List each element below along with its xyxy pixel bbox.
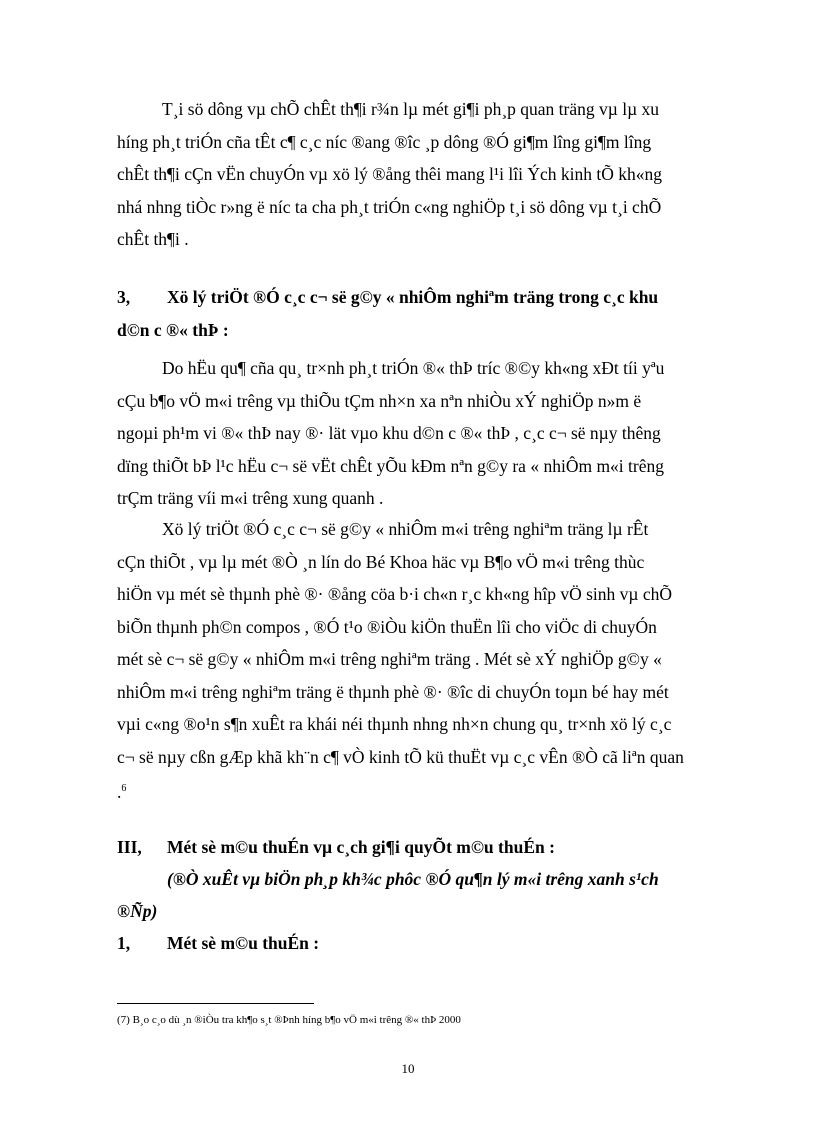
footnote [117,1014,461,1026]
section-heading-3-line1: Xö lý triÖt ®Ó c¸c c¬ së g©y « nhiÔm nghiªm träng trong c¸c khu [167,287,659,307]
paragraph-urban-history [117,352,739,515]
section-heading-3-line2: d©n c ®« thÞ : [117,320,229,340]
text-line: híng ph¸t triÓn cña tÊt c¶ c¸c níc ®ang ®îc ¸p dông ®Ó gi¶m lîng gi¶m lîng [117,131,652,152]
section-subtitle-line2: ®Ñp) [117,901,158,921]
text-line: Do hËu qu¶ cña qu¸ tr×nh ph¸t triÓn ®« thÞ tríc ®©y kh«ng xÐt tíi yªu [162,358,665,378]
text-line [117,773,739,808]
text-line: Xö lý triÖt ®Ó c¸c c¬ së g©y « nhiÔm m«i trêng nghiªm träng lµ rÊt [162,519,649,539]
text-line: nhá nhng tiÒc r»ng ë níc ta cha ph¸t triÓn c«ng nghiÖp t¸i sö dông vµ t¸i chÕ [117,196,662,217]
text-line: cÇu b¶o vÖ m«i trêng vµ thiÕu tÇm nh×n xa nªn nhiÒu xÝ nghiÖp n»m ë [117,390,642,411]
page-number: 10 [401,1061,415,1076]
text-line: chÊt th¶i . [117,229,189,249]
text-line: cÇn thiÕt , vµ lµ mét ®Ò ¸n lín do Bé Khoa häc vµ B¶o vÖ m«i trêng thùc [117,551,645,572]
section-subtitle-line1: (®Ò xuÊt vµ biÖn ph¸p kh¾c phôc ®Ó qu¶n lý m«i trêng xanh s¹ch [167,869,659,889]
text-line: dïng thiÕt bÞ l¹c hËu c¬ së vËt chÊt yÕu kÐm nªn g©y ra « nhiÔm m«i trêng [117,455,664,476]
text-line: hiÖn vµ mét sè thµnh phè ®· ®ång cöa b·i ch«n r¸c kh«ng hîp vÖ sinh vµ chÕ [117,584,673,604]
subsection-heading-1-title: Mét sè m©u thuÉn : [167,933,320,953]
text-line: vµi c«ng ®o¹n s¶n xuÊt ra khái néi thµnh nhng nh×n chung qu¸ tr×nh xö lý c¸c [117,714,672,734]
footnote-text: B¸o c¸o dù ¸n ®iÒu tra kh¶o s¸t ®Þnh híng b¶o vÖ m«i trêng ®« thÞ 2000 [132,1014,461,1026]
subsection-heading-1-number: 1, [117,933,131,953]
text-line: mét sè c¬ së g©y « nhiÔm m«i trêng nghiªm träng . Mét sè xÝ nghiÖp g©y « [117,649,662,669]
footnote-reference: 6 [121,783,127,794]
text-line: nhiÔm m«i trêng nghiªm träng ë thµnh phè ®· ®îc di chuyÓn toµn bé hay mét [117,681,669,702]
paragraph-treatment [117,513,739,808]
paragraph-recycling [117,93,739,256]
heading-number: 3, [117,287,131,307]
footnote-marker: (7) [117,1014,130,1026]
section-heading-III-title: Mét sè m©u thuÉn vµ c¸ch gi¶i quyÕt m©u thuÉn : [167,837,555,857]
text-line: chÊt th¶i cÇn vËn chuyÓn vµ xö lý ®ång thêi mang l¹i lîi Ých kinh tÕ kh«ng [117,164,662,184]
text-line: biÕn thµnh ph©n compos , ®Ó t¹o ®iÒu kiÖn thuËn lîi cho viÖc di chuyÓn [117,616,657,637]
text-line: trÇm träng víi m«i trêng xung quanh . [117,488,384,508]
text-line: ngoµi ph¹m vi ®« thÞ nay ®· lät vµo khu d©n c ®« thÞ , c¸c c¬ së nµy thêng [117,423,661,443]
text-line: T¸i sö dông vµ chÕ chÊt th¶i r¾n lµ mét gi¶i ph¸p quan träng vµ lµ xu [162,99,660,119]
text-line: c¬ së nµy cßn gÆp khã kh¨n c¶ vÒ kinh tÕ kü thuËt vµ c¸c vÊn ®Ò cã liªn quan [117,746,684,767]
footnote-separator [117,1003,314,1004]
trailing-period: . [117,781,122,802]
section-heading-III-number: III, [117,837,142,857]
